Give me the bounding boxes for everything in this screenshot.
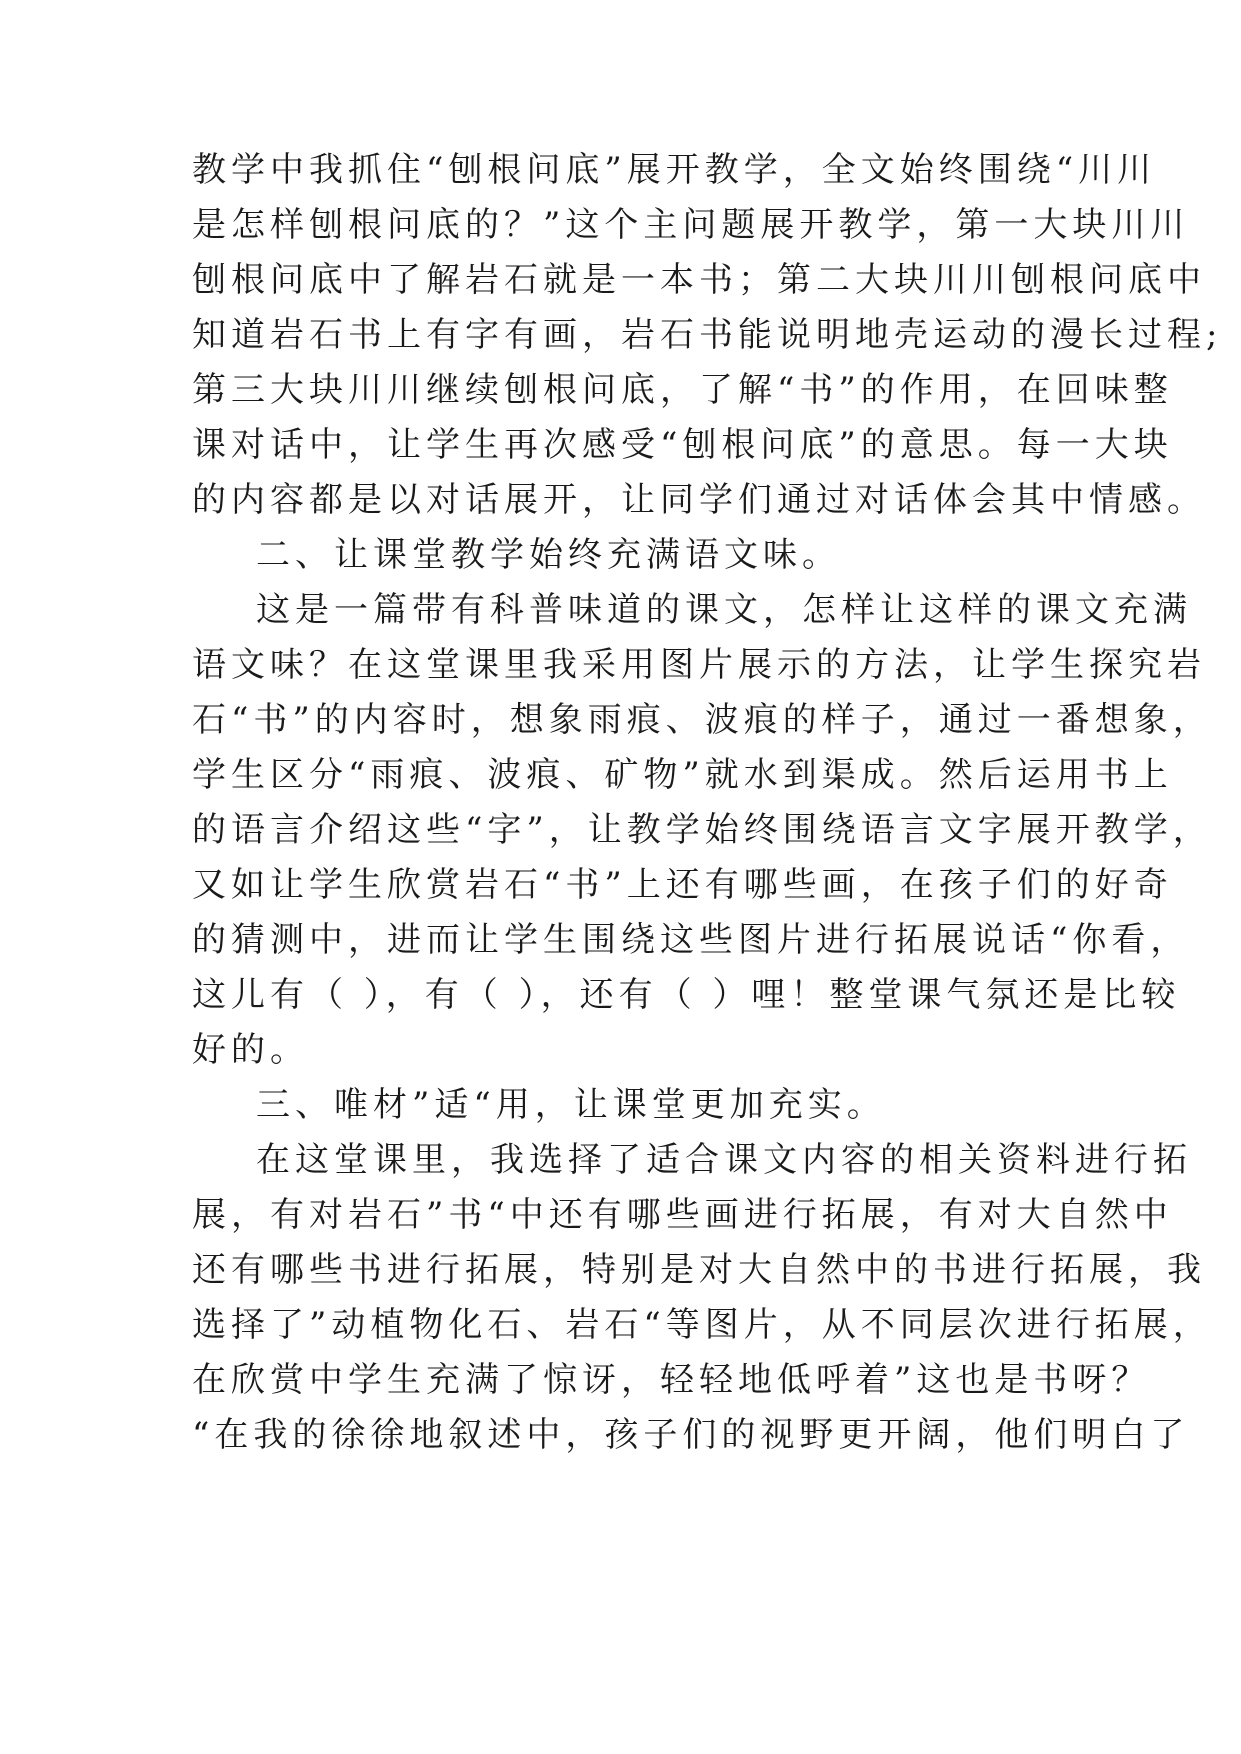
text-line: 又如让学生欣赏岩石“书”上还有哪些画，在孩子们的好奇 <box>192 865 1173 905</box>
text-line: 展，有对岩石”书“中还有哪些画进行拓展，有对大自然中 <box>192 1195 1173 1235</box>
text-line: 在这堂课里，我选择了适合课文内容的相关资料进行拓 <box>256 1140 1192 1180</box>
text-line: 这儿有（ ），有（ ），还有（ ）哩！整堂课气氛还是比较 <box>192 975 1181 1015</box>
text-line: “在我的徐徐地叙述中，孩子们的视野更开阔，他们明白了 <box>192 1415 1190 1455</box>
section-heading: 三、唯材”适“用，让课堂更加充实。 <box>256 1085 886 1125</box>
text-line: 知道岩石书上有字有画，岩石书能说明地壳运动的漫长过程; <box>192 315 1223 355</box>
text-line: 课对话中，让学生再次感受“刨根问底”的意思。每一大块 <box>192 425 1173 465</box>
text-line: 这是一篇带有科普味道的课文，怎样让这样的课文充满 <box>256 590 1192 630</box>
text-line: 教学中我抓住“刨根问底”展开教学，全文始终围绕“川川 <box>192 150 1157 190</box>
text-line: 第三大块川川继续刨根问底，了解“书”的作用，在回味整 <box>192 370 1173 410</box>
text-line: 刨根问底中了解岩石就是一本书；第二大块川川刨根问底中 <box>192 260 1206 300</box>
text-line: 选择了”动植物化石、岩石“等图片，从不同层次进行拓展， <box>192 1305 1212 1345</box>
text-line: 在欣赏中学生充满了惊讶，轻轻地低呼着”这也是书呀？ <box>192 1360 1151 1400</box>
text-line: 学生区分“雨痕、波痕、矿物”就水到渠成。然后运用书上 <box>192 755 1173 795</box>
text-line: 的猜测中，进而让学生围绕这些图片进行拓展说话“你看， <box>192 920 1190 960</box>
text-line: 是怎样刨根问底的？”这个主问题展开教学，第一大块川川 <box>192 205 1190 245</box>
text-line: 语文味？在这堂课里我采用图片展示的方法，让学生探究岩 <box>192 645 1206 685</box>
text-line: 的内容都是以对话展开，让同学们通过对话体会其中情感。 <box>192 480 1206 520</box>
text-line: 石“书”的内容时，想象雨痕、波痕的样子，通过一番想象， <box>192 700 1212 740</box>
section-heading: 二、让课堂教学始终充满语文味。 <box>256 535 841 575</box>
text-line: 好的。 <box>192 1030 309 1070</box>
text-line: 还有哪些书进行拓展，特别是对大自然中的书进行拓展，我 <box>192 1250 1206 1290</box>
text-line: 的语言介绍这些“字”，让教学始终围绕语言文字展开教学， <box>192 810 1212 850</box>
